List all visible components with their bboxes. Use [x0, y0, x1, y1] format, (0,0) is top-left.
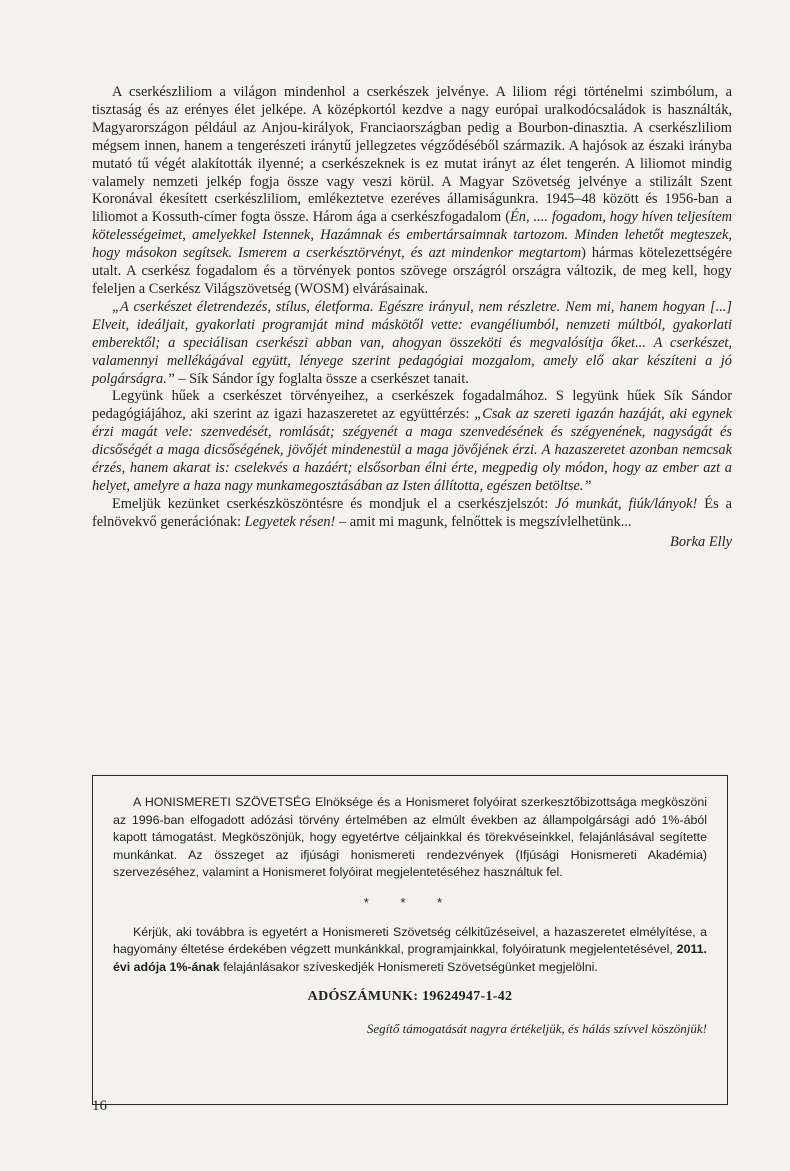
paragraph-text: ) hármas kötelezettségére utalt. A cserkész fogadalom és a törvények pontos szövege országról országra változik, de meg kell, hogy feleljen a Cserkész Világszövetség (WOSM) elvárásainak. — [92, 245, 732, 297]
tax-account-number: ADÓSZÁMUNK: 19624947-1-42 — [307, 989, 513, 1005]
paragraph-text: Legyünk hűek a cserkészet törvényeihez, a cserkészek fogadalmához. S legyünk hűek Sík Sándor pedagógiájához, aki szerint az igazi hazaszeretet az együttérzés: — [92, 388, 732, 423]
article-paragraph — [92, 388, 732, 495]
scout-motto: Jó munkát, fiúk/lányok! — [555, 495, 698, 512]
scout-motto-2: Legyetek résen! — [244, 513, 336, 530]
tax-highlight: 2011. évi adója 1%-ának — [113, 942, 707, 974]
notice-box — [92, 775, 728, 1105]
paragraph-text: A cserkészliliom a világon mindenhol a cserkészek jelvénye. A liliom régi történelmi szimbólum, a tisztaság és az erényes élet jelképe. A középkortól kezdve a nagy európai uralkodócsaládok is használták, Magyarországon például az Anjou-királyok, Franciaországban pedig a Bourbon-dinasztia. A cserkészliliom mégsem innen, hanem a tengerészeti iránytű jellegzetes végződéséből származik. A hajósok az északi irányba mutató tű végét alakították ilyenné; a cserkészeknek is ez mutat irányt az élet tengerén. A liliomot mindig valamely nemzeti jelkép fogja össze vagy veszi körül. A Magyar Szövetség jelvénye a stilizált Szent Koronával ékesített cserkészliliom, emlékeztetve ezeréves államiságunkra. 1945–48 között és 1956-ban a liliomot a Kossuth-címer fogta össze. Három ága a cserkészfogadalom ( — [92, 84, 732, 226]
paragraph-text: felajánlásakor szíveskedjék Honismereti Szövetségünket megjelölni. — [219, 959, 598, 974]
notice-paragraph — [113, 924, 707, 977]
article-body — [92, 84, 732, 552]
paragraph-text: Emeljük kezünket cserkészköszöntésre és mondjuk el a cserkészjelszót: — [112, 495, 556, 512]
patriotism-quote: „Csak az szereti igazán hazáját, aki egynek érzi magát vele: szenvedését, romlását; szégyenét a maga szenvedésének és szégyenének, nagyságát és dicsőségét a maga dicsőségének, jövőjét mindenestül a maga jövőjének érzi. A hazaszeretet azonban nemcsak érzés, hanem akarat is: cselekvés a hazáért; elsősorban élni érte, megpedig oly módon, hogy az ember azt a helyet, amelyre a haza nagy munkamegosztásában az Isten állította, egészen betöltse.” — [92, 406, 732, 494]
article-paragraph — [92, 84, 732, 299]
notice-paragraph: A HONISMERETI SZÖVETSÉG Elnöksége és a Honismeret folyóirat szerkesztőbizottsága megköszöni az 1996-ban elfogadott adózási törvény értelmében az elmúlt években az állampolgársági adó 1%-ából kapott támogatást. Megköszönjük, hogy egyetértve céljainkkal és törekvéseinkkel, felajánlásával segítette munkánkat. Az összeget az ifjúsági honismereti rendezvények (Ifjúsági Honismereti Akadémia) szervezéséhez, valamint a Honismeret folyóirat megjelentetéséhez használtuk fel. — [113, 795, 707, 880]
article-paragraph — [92, 496, 732, 532]
paragraph-text: És a felnövekvő generációnak: — [92, 495, 732, 530]
scout-oath-quote: Én, .... fogadom, hogy híven teljesítem kötelességeimet, amelyekkel Istennek, Hazámnak és embertársaimnak tartozom. Minden lehetőt megteszek, hogy másokon segítsek. Ismerem a cserkésztörvényt, és azt mindenkor megtartom — [92, 209, 732, 262]
author-signature: Borka Elly — [670, 533, 732, 550]
page-number: 16 — [92, 1098, 107, 1114]
paragraph-text: – amit mi magunk, felnőttek is megszívlelhetünk... — [335, 513, 632, 530]
separator-stars: * * * — [363, 894, 457, 910]
article-paragraph — [92, 299, 732, 389]
paragraph-text: Kérjük, aki továbbra is egyetért a Honismereti Szövetség célkitűzéseivel, a hazaszeretet elmélyítése, a hagyomány éltetése érdekében végzett munkánkkal, programjainkkal, folyóiratunk megjelentetésével, — [113, 924, 707, 957]
sik-sandor-quote: „A cserkészet életrendezés, stílus, életforma. Egészre irányul, nem részletre. Nem mi, hanem hogyan [...] Elveit, ideáljait, gyakorlati programját mind máskötől vette: evangéliumból, nemzeti múltból, gyakorlati emberektől; a speciálisan cserkészi abban van, ahogyan összeköti és megvalósítja őket... A cserkészet, valamennyi mellékágával együtt, lényege szerint pedagógiai mozgalom, amely elő akar készíteni a jó polgárságra.” — [92, 298, 732, 387]
paragraph-text: – Sík Sándor így foglalta össze a cserkészet tanait. — [174, 370, 469, 387]
thanks-line: Segítő támogatását nagyra értékeljük, és hálás szívvel köszönjük! — [366, 1020, 707, 1036]
